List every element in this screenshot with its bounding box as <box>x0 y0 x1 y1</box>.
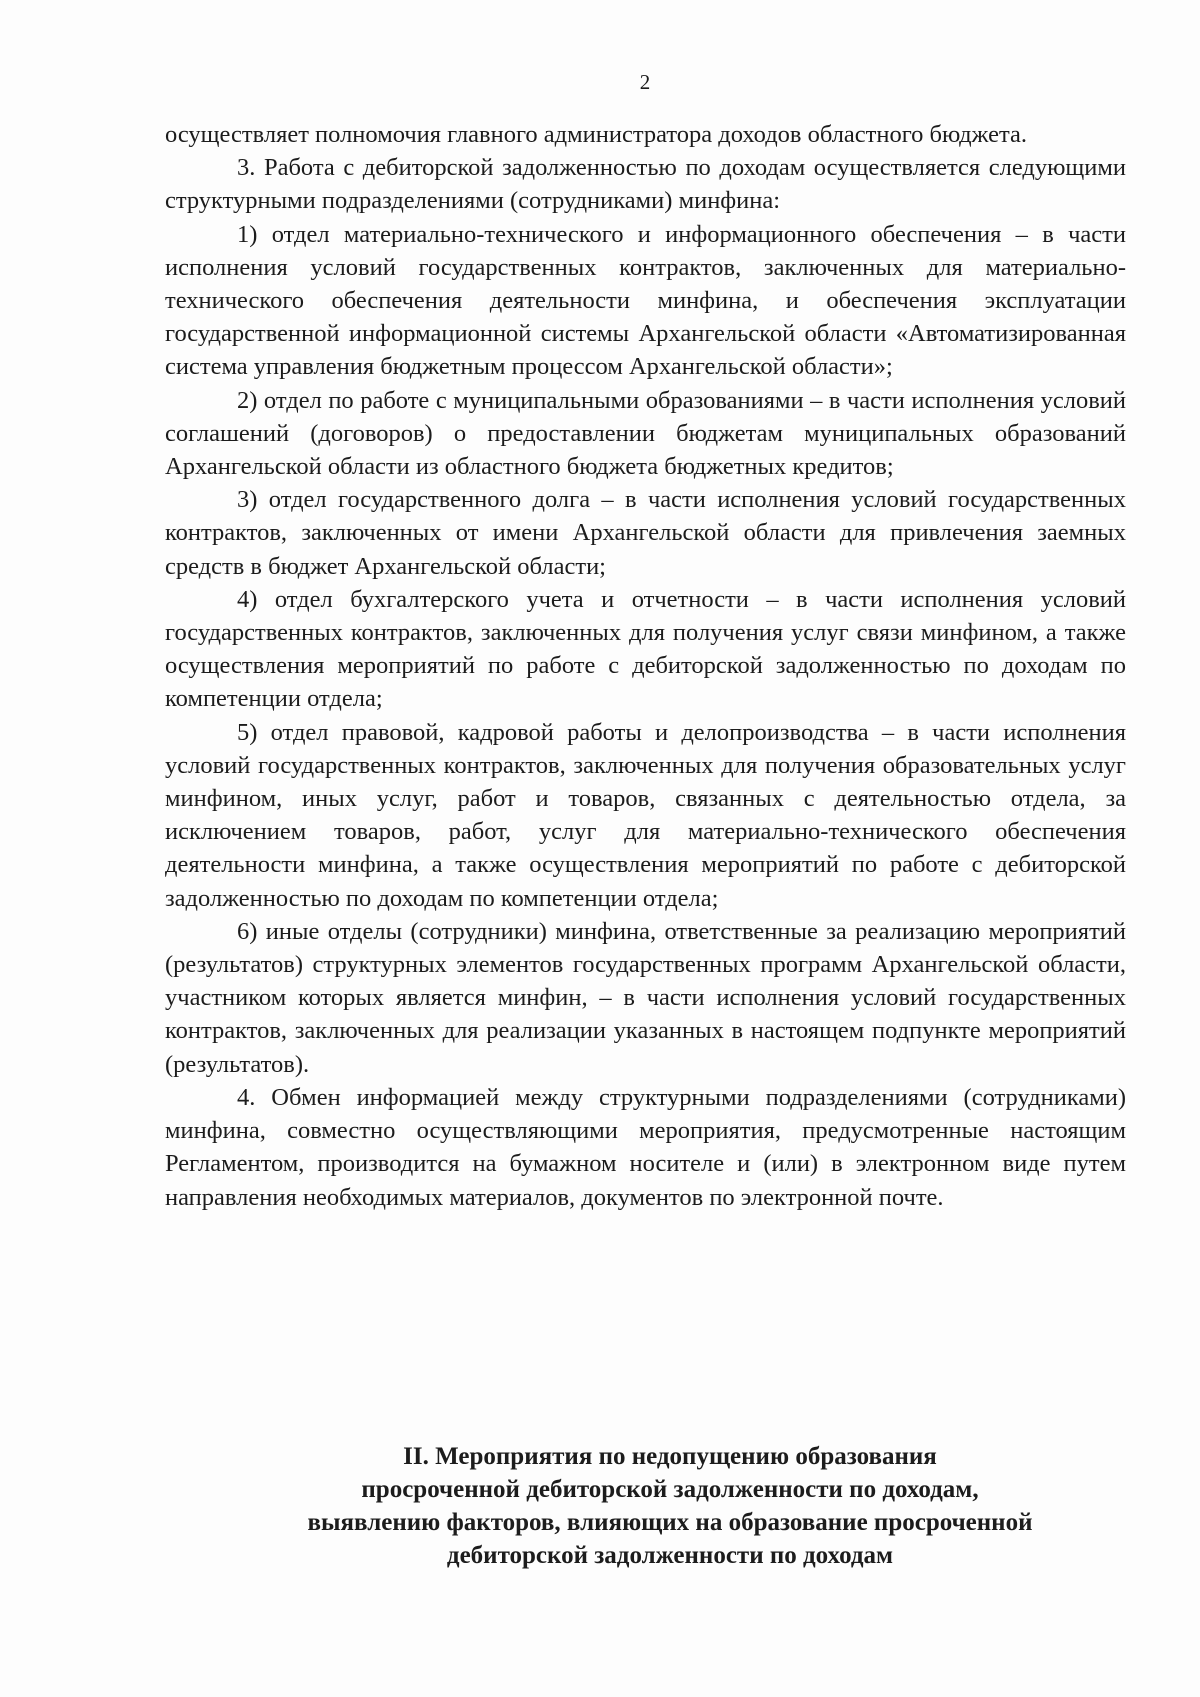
section-heading <box>220 1440 1120 1572</box>
section-heading-line-2: просроченной дебиторской задолженности по доходам, <box>361 1476 979 1503</box>
section-heading-line-1: II. Мероприятия по недопущению образования <box>403 1443 937 1470</box>
paragraph-subitem-3: 3) отдел государственного долга – в части исполнения условий государственных контрактов, заключенных от имени Архангельской области для привлечения заемных средств в бюджет Архангельской области; <box>165 486 1126 580</box>
paragraph-item-4: 4. Обмен информацией между структурными подразделениями (сотрудниками) минфина, совместно осуществляющими мероприятия, предусмотренные настоящим Регламентом, производится на бумажном носителе и (или) в электронном виде путем направления необходимых материалов, документов по электронной почте. <box>165 1083 1126 1211</box>
section-heading-line-3: выявлению факторов, влияющих на образование просроченной <box>307 1509 1033 1536</box>
body-text <box>165 118 1126 1214</box>
section-heading-line-4: дебиторской задолженности по доходам <box>446 1542 894 1569</box>
paragraph-subitem-6: 6) иные отделы (сотрудники) минфина, ответственные за реализацию мероприятий (результатов) структурных элементов государственных программ Архангельской области, участником которых является минфин, – в части исполнения условий государственных контрактов, заключенных для реализации указанных в настоящем подпункте мероприятий (результатов). <box>165 917 1126 1078</box>
paragraph-subitem-2: 2) отдел по работе с муниципальными образованиями – в части исполнения условий соглашений (договоров) о предоставлении бюджетам муниципальных образований Архангельской области из областного бюджета бюджетных кредитов; <box>165 386 1126 481</box>
paragraph-continuation: осуществляет полномочия главного администратора доходов областного бюджета. <box>165 121 1028 148</box>
paragraph-subitem-4: 4) отдел бухгалтерского учета и отчетности – в части исполнения условий государственных контрактов, заключенных для получения услуг связи минфином, а также осуществления мероприятий по работе с дебиторской задолженностью по доходам по компетенции отдела; <box>165 585 1126 713</box>
paragraph-item-3: 3. Работа с дебиторской задолженностью по доходам осуществляется следующими структурными подразделениями (сотрудниками) минфина: <box>165 154 1126 215</box>
page-number: 2 <box>639 70 651 94</box>
paragraph-subitem-1: 1) отдел материально-технического и информационного обеспечения – в части исполнения условий государственных контрактов, заключенных для материально-технического обеспечения деятельности минфина, и обеспечения эксплуатации государственной информационной системы Архангельской области «Автоматизированная система управления бюджетным процессом Архангельской области»; <box>165 220 1126 381</box>
paragraph-subitem-5: 5) отдел правовой, кадровой работы и делопроизводства – в части исполнения условий государственных контрактов, заключенных для получения образовательных услуг минфином, иных услуг, работ и товаров, связанных с деятельностью отдела, за исключением товаров, работ, услуг для материально-технического обеспечения деятельности минфина, а также осуществления мероприятий по работе с дебиторской задолженностью по доходам по компетенции отдела; <box>165 718 1126 912</box>
